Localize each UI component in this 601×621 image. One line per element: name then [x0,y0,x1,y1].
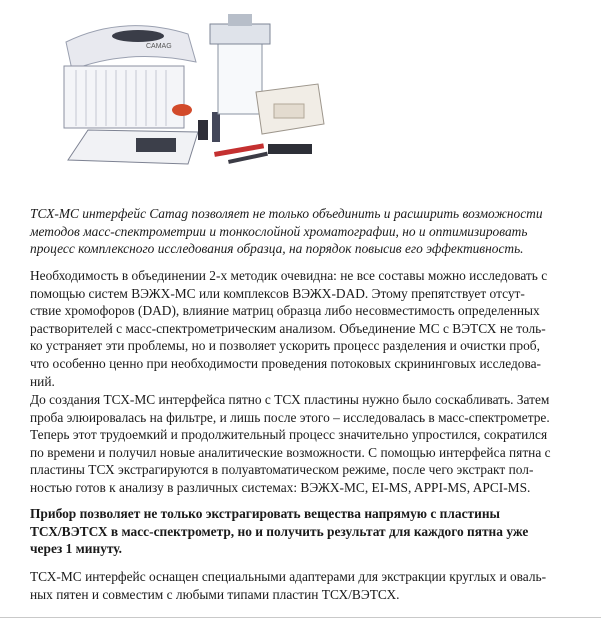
paragraph-history [30,391,575,497]
text-line: по времени и получил новые аналитические возможности. С помощью интерфейса пятна с [30,444,551,460]
text-line: ко устраняет эти проблемы, но и позволяет ускорить процесс разделения и очистки проб, [30,338,540,354]
intro-line: методов масс-спектрометрии и тонкослойной хроматографии, но и оптимизировать [30,223,528,239]
intro-line: ТСХ-МС интерфейс Camag позволяет не только объединить и расширить возможности [30,206,543,221]
text-line: пластины ТСХ экстрагируются в полуавтоматическом режиме, после чего экстракт пол- [30,462,534,478]
intro-paragraph [30,205,575,258]
text-line: помощью систем ВЭЖХ-МС или комплексов ВЭЖХ-DAD. Этому препятствует отсут- [30,285,525,301]
text-line: Необходимость в объединении 2-х методик очевидна: не все составы можно исследовать с [30,268,548,283]
product-photo [28,4,328,194]
intro-line: процесс комплексного исследования образца, на порядок повысив его эффективность. [30,241,524,257]
text-line: ТСХ/ВЭТСХ в масс-спектрометр, но и получить результат для каждого пятна уже [30,523,529,539]
text-line: ных пятен и совместим с любыми типами пластин ТСХ/ВЭТСХ. [30,586,400,602]
text-line: что особенно ценно при необходимости проведения потоковых скрининговых исследова- [30,355,542,371]
text-line: Теперь этот трудоемкий и продолжительный процесс значительно упростился, сократился [30,427,548,443]
text-line: ствие хромофоров (DAD), влияние матриц образца либо несовместимость определенных [30,303,540,319]
paragraph-highlight [30,505,575,558]
brand-label: CAMAG [146,43,172,50]
text-line: Прибор позволяет не только экстрагировать вещества напрямую с пластины [30,506,500,521]
text-line: через 1 минуту. [30,541,123,557]
text-line: ностью готов к анализу в различных системах: ВЭЖХ-МС, EI-MS, APPI-MS, APCI-MS. [30,479,531,495]
paragraph-necessity [30,267,575,390]
text-line: растворителей с масс-спектрометрическим анализом. Объединение МС с ВЭТСХ не толь- [30,320,546,336]
bottom-divider [0,617,601,618]
lab-equipment-photo-icon [28,4,328,194]
text-line: ний. [30,373,55,389]
text-line: проба элюировалась на фильтре, и лишь после этого – исследовалась в масс-спектрометре. [30,409,550,425]
text-line: ТСХ-МС интерфейс оснащен специальными адаптерами для экстракции круглых и оваль- [30,569,547,584]
paragraph-adapters [30,568,575,603]
text-line: До создания ТСХ-МС интерфейса пятно с ТСХ пластины нужно было соскабливать. Затем [30,392,550,407]
